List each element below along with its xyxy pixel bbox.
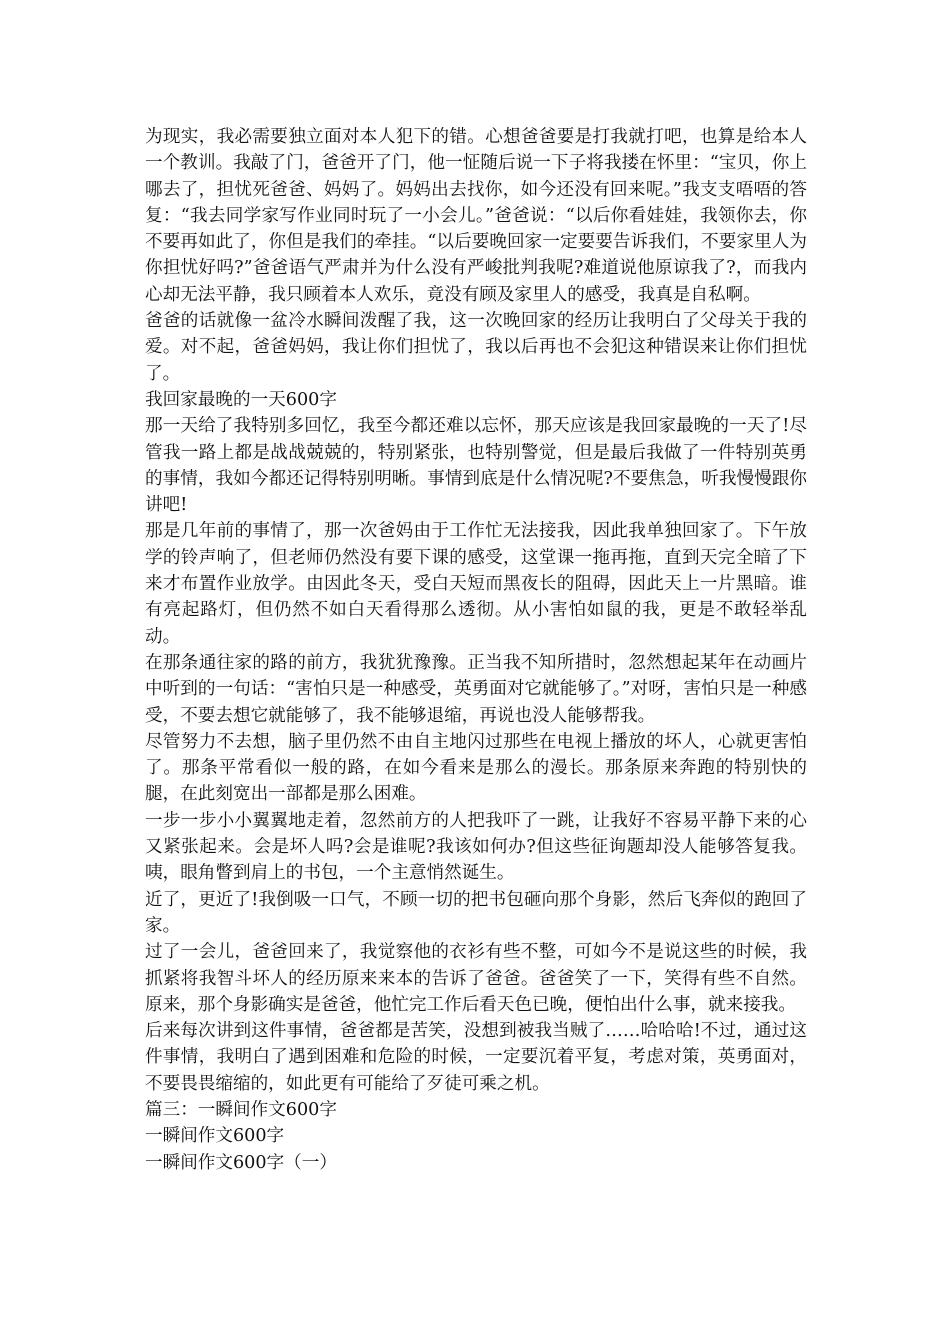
- document-body: [145, 124, 807, 1176]
- paragraph: 尽管努力不去想，脑子里仍然不由自主地闪过那些在电视上播放的坏人，心就更害怕了。那条平常看似一般的路，在如今看来是那么的漫长。那条原来奔跑的特别快的腿，在此刻宽出一部都是那么困难。: [145, 731, 807, 805]
- paragraph: 那一天给了我特别多回忆，我至今都还难以忘怀，那天应该是我回家最晚的一天了!尽管我一路上都是战战兢兢的，特别紧张，也特别警觉，但是最后我做了一件特别英勇的事情，我如今都还记得特别明晰。事情到底是什么情况呢?不要焦急，听我慢慢跟你讲吧!: [145, 416, 807, 516]
- paragraph: 后来每次讲到这件事情，爸爸都是苦笑，没想到被我当贼了……哈哈哈!不过，通过这件事情，我明白了遇到困难和危险的时候，一定要沉着平复，考虑对策，英勇面对，不要畏畏缩缩的，如此更有可能给了歹徒可乘之机。: [145, 1021, 807, 1094]
- paragraph: 过了一会儿，爸爸回来了，我觉察他的衣衫有些不整，可如今不是说这些的时候，我抓紧将我智斗坏人的经历原来来本的告诉了爸爸。爸爸笑了一下，笑得有些不自然。原来，那个身影确实是爸爸，他忙完工作后看天色已晚，便怕出什么事，就来接我。: [145, 942, 807, 1015]
- section-heading: 我回家最晚的一天600字: [145, 389, 337, 410]
- paragraph: 一步一步小小翼翼地走着，忽然前方的人把我吓了一跳，让我好不容易平静下来的心又紧张起来。会是坏人吗?会是谁呢?我该如何办?但这些征询题却没人能够答复我。咦，眼角瞥到肩上的书包，一个主意悄然诞生。: [145, 810, 807, 884]
- paragraph: 那是几年前的事情了，那一次爸妈由于工作忙无法接我，因此我单独回家了。下午放学的铃声响了，但老师仍然没有要下课的感受，这堂课一拖再拖，直到天完全暗了下来才布置作业放学。由因此冬天，受白天短而黑夜长的阻碍，因此天上一片黑暗。谁有亮起路灯，但仍然不如白天看得那么透彻。从小害怕如鼠的我，更是不敢轻举乱动。: [145, 521, 807, 647]
- paragraph: 在那条通往家的路的前方，我犹犹豫豫。正当我不知所措时，忽然想起某年在动画片中听到的一句话：“害怕只是一种感受，英勇面对它就能够了。”对呀，害怕只是一种感受，不要去想它就能够了，我不能够退缩，再说也没人能够帮我。: [145, 652, 807, 726]
- paragraph: 为现实，我必需要独立面对本人犯下的错。心想爸爸要是打我就打吧，也算是给本人一个教训。我敲了门，爸爸开了门，他一怔随后说一下子将我搂在怀里：“宝贝，你上哪去了，担忧死爸爸、妈妈了。妈妈出去找你，如今还没有回来呢。”我支支唔唔的答复：“我去同学家写作业同时玩了一小会儿。”爸爸说：“以后你看娃娃，我领你去，你不要再如此了，你但是我们的牵挂。“以后要晚回家一定要要告诉我们，不要家里人为你担忧好吗?”爸爸语气严肃并为什么没有严峻批判我呢?难道说他原谅我了?，而我内心却无法平静，我只顾着本人欢乐，竟没有顾及家里人的感受，我真是自私啊。: [145, 127, 807, 305]
- paragraph: 爸爸的话就像一盆冷水瞬间泼醒了我，这一次晚回家的经历让我明白了父母关于我的爱。对不起，爸爸妈妈，我让你们担忧了，我以后再也不会犯这种错误来让你们担忧了。: [145, 311, 807, 384]
- section-heading: 篇三：一瞬间作文600字: [145, 1099, 337, 1120]
- section-heading: 一瞬间作文600字: [145, 1126, 285, 1147]
- section-heading: 一瞬间作文600字（一）: [145, 1152, 337, 1173]
- paragraph: 近了，更近了!我倒吸一口气，不顾一切的把书包砸向那个身影，然后飞奔似的跑回了家。: [145, 889, 807, 936]
